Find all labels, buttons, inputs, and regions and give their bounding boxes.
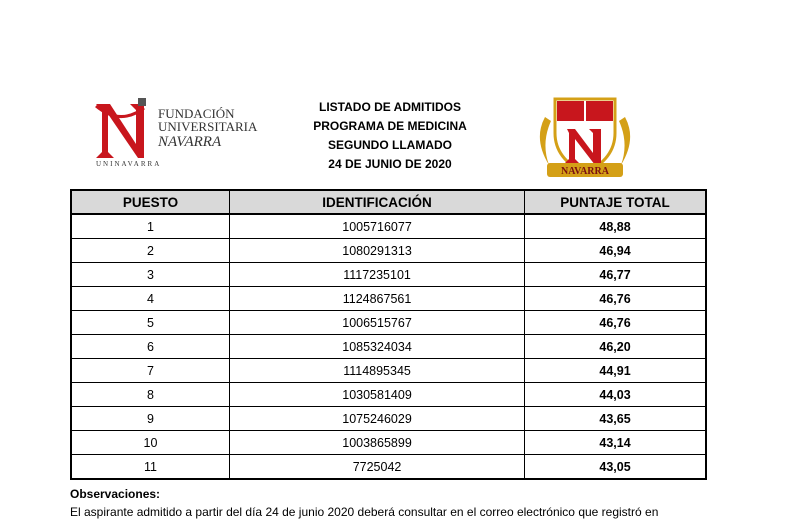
table-row <box>71 359 706 383</box>
cell-puntaje: 46,20 <box>525 335 706 359</box>
cell-puesto: 3 <box>71 263 229 287</box>
crest-banner-text: NAVARRA <box>561 166 609 177</box>
cell-identificacion: 1075246029 <box>229 407 524 431</box>
cell-puesto: 4 <box>71 287 229 311</box>
laurel-left <box>540 117 551 165</box>
logo-line-universitaria: UNIVERSITARIA <box>158 119 258 134</box>
table-row <box>71 214 706 239</box>
cell-identificacion: 1006515767 <box>229 311 524 335</box>
table-row <box>71 335 706 359</box>
cell-puesto: 7 <box>71 359 229 383</box>
cell-puntaje: 46,94 <box>525 239 706 263</box>
cell-puesto: 11 <box>71 455 229 480</box>
cell-puntaje: 44,03 <box>525 383 706 407</box>
cell-identificacion: 1124867561 <box>229 287 524 311</box>
header-program: PROGRAMA DE MEDICINA <box>313 119 467 133</box>
table-row <box>71 383 706 407</box>
cell-identificacion: 1085324034 <box>229 335 524 359</box>
column-header-puesto: PUESTO <box>71 190 229 214</box>
navarra-crest-logo <box>531 93 639 185</box>
logo-tagline: UNINAVARRA <box>96 160 162 168</box>
cell-identificacion: 1005716077 <box>229 214 524 239</box>
cell-identificacion: 1080291313 <box>229 239 524 263</box>
cell-identificacion: 1114895345 <box>229 359 524 383</box>
cell-puntaje: 44,91 <box>525 359 706 383</box>
cell-puntaje: 43,05 <box>525 455 706 480</box>
cell-identificacion: 1030581409 <box>229 383 524 407</box>
table-row <box>71 407 706 431</box>
cell-puesto: 2 <box>71 239 229 263</box>
cell-puntaje: 46,76 <box>525 311 706 335</box>
cell-puntaje: 43,65 <box>525 407 706 431</box>
table-row <box>71 263 706 287</box>
table-row <box>71 239 706 263</box>
cell-puesto: 1 <box>71 214 229 239</box>
table-row <box>71 311 706 335</box>
document-header <box>290 98 490 174</box>
table-row <box>71 287 706 311</box>
cell-identificacion: 1003865899 <box>229 431 524 455</box>
cell-puesto: 8 <box>71 383 229 407</box>
table-row <box>71 455 706 480</box>
cell-puesto: 9 <box>71 407 229 431</box>
logo-line-fundacion: FUNDACIÓN <box>158 106 235 121</box>
cell-puntaje: 43,14 <box>525 431 706 455</box>
cell-identificacion: 1117235101 <box>229 263 524 287</box>
cell-puntaje: 46,76 <box>525 287 706 311</box>
cell-puntaje: 46,77 <box>525 263 706 287</box>
table-header-row <box>71 190 706 214</box>
cell-puntaje: 48,88 <box>525 214 706 239</box>
column-header-puntaje: PUNTAJE TOTAL <box>525 190 706 214</box>
laurel-right <box>619 117 630 165</box>
fundacion-navarra-logo <box>92 96 282 168</box>
observations-title: Observaciones: <box>70 487 161 501</box>
cell-puesto: 6 <box>71 335 229 359</box>
cell-identificacion: 7725042 <box>229 455 524 480</box>
cell-puesto: 10 <box>71 431 229 455</box>
header-date: 24 DE JUNIO DE 2020 <box>328 157 452 171</box>
column-header-identificacion: IDENTIFICACIÓN <box>229 190 524 214</box>
observations-text: El aspirante admitido a partir del día 24 de junio 2020 deberá consultar en el correo electrónico que registró en <box>70 505 659 519</box>
logo-line-navarra: NAVARRA <box>158 134 222 150</box>
admitted-table <box>70 189 707 480</box>
header-title: LISTADO DE ADMITIDOS <box>319 100 461 114</box>
cell-puesto: 5 <box>71 311 229 335</box>
table-row <box>71 431 706 455</box>
header-call: SEGUNDO LLAMADO <box>328 138 452 152</box>
